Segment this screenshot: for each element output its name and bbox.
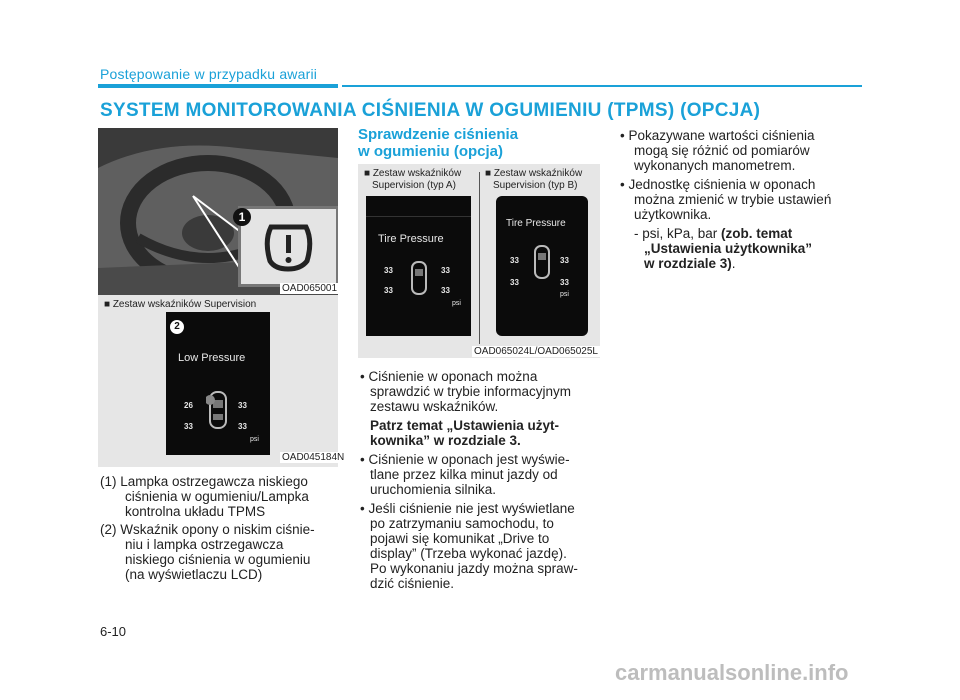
tire-value: 33 [510,278,519,287]
tire-value: 33 [441,286,450,295]
car-top-icon [409,260,429,296]
figure-divider [479,172,480,344]
cluster-figure [98,295,345,467]
tire-pressure-figure [358,164,600,358]
right-text [620,128,860,271]
unit-label: psi [560,291,569,298]
tire-value: 33 [510,256,519,265]
warning-lamp-inset [238,206,338,287]
fig-a-caption: ■ Zestaw wskaźników Supervision (typ A) [364,168,462,191]
tire-figure-code: OAD065024L/OAD065025L [474,346,598,357]
page-number: 6-10 [100,624,127,639]
cluster-caption: ■ Zestaw wskaźników Supervision [104,299,257,310]
header-rule-thick [98,84,338,88]
tire-rr-value: 33 [238,422,247,431]
screen-b-title: Tire Pressure [506,218,566,229]
photo-code: OAD065001 [282,283,338,294]
callout-1: 1 [233,208,251,226]
bullet-item: • Ciśnienie w oponach jest wyświe- tlane przez kilka minut jazdy od uruchomienia silnika. [360,452,570,497]
header-rule-thin [342,85,862,87]
unit-label: psi [452,300,461,307]
car-top-icon [532,244,552,280]
tire-value: 33 [384,266,393,275]
tire-value: 33 [384,286,393,295]
screen-a-title: Tire Pressure [378,233,444,245]
screen-a-topbar [366,196,471,217]
list-item: (2) Wskaźnik opony o niskim ciśnie- niu i lampka ostrzegawcza niskiego ciśnienia w ogumieniu (na wyświetlaczu LCD) [100,522,315,582]
tire-pressure-screen-b [496,196,588,336]
left-list [100,474,340,582]
section-label: Postępowanie w przypadku awarii [100,66,318,82]
callout-2: 2 [170,320,184,334]
tire-fr-value: 33 [238,401,247,410]
bullet-item: • Jeśli ciśnienie nie jest wyświetlane po zatrzymaniu samochodu, to pojawi się komunikat „Drive to display” (Trzeba wykonać jazdę). Po wykonaniu jazdy można spraw- dzić ciśnienie. [360,501,578,591]
unit-options: - psi, kPa, bar (zob. temat „Ustawienia użytkownika” w rozdziale 3). [634,226,813,271]
bullet-item: • Jednostkę ciśnienia w oponach można zmienić w trybie ustawień użytkownika. [620,177,832,222]
bullet-item: • Ciśnienie w oponach można sprawdzić w trybie informacyjnym zestawu wskaźników. Patrz temat „Ustawienia użyt- kownika” w rozdziale 3. [360,369,572,448]
tpms-warning-icon [241,209,336,284]
tire-value: 33 [560,278,569,287]
main-title: SYSTEM MONITOROWANIA CIŚNIENIA W OGUMIENIU (TPMS) (OPCJA) [100,100,761,121]
watermark: carmanualsonline.info [615,660,849,685]
cluster-code: OAD045184N [282,452,345,463]
tire-value: 33 [560,256,569,265]
list-item: (1) Lampka ostrzegawcza niskiego ciśnienia w ogumieniu/Lampka kontrolna układu TPMS [100,474,309,519]
dashboard-photo [98,128,338,295]
sub-heading: Sprawdzenie ciśnienia w ogumieniu (opcja) [358,126,519,160]
car-top-icon [206,390,230,430]
tire-fl-value: 26 [184,401,193,410]
tire-value: 33 [441,266,450,275]
screen-title: Low Pressure [178,352,246,364]
bullet-item: • Pokazywane wartości ciśnienia mogą się różnić od pomiarów wykonanych manometrem. [620,128,815,173]
low-pressure-screen [166,312,270,455]
fig-b-caption: ■ Zestaw wskaźników Supervision (typ B) [485,168,583,191]
mid-text [360,369,600,591]
tire-pressure-screen-a [366,196,471,336]
unit-label: psi [250,436,259,443]
tire-rl-value: 33 [184,422,193,431]
